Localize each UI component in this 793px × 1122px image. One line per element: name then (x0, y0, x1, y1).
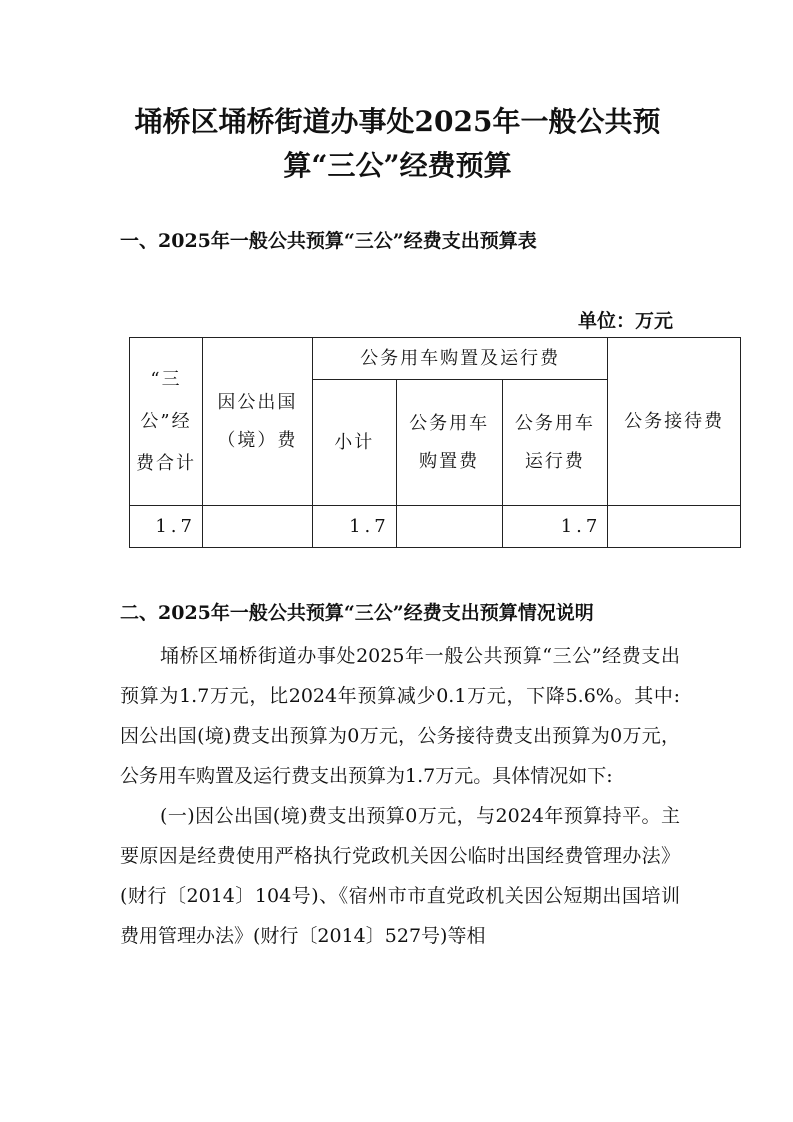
header-total: “三公”经费合计 (130, 338, 203, 506)
cell-abroad (202, 506, 312, 548)
header-vehicle-purchase: 公务用车购置费 (396, 380, 502, 506)
section-1-heading: 一、2025年一般公共预算“三公”经费支出预算表 (120, 230, 537, 252)
cell-reception (608, 506, 741, 548)
cell-total: 1.7 (130, 506, 203, 548)
section-2-heading: 二、2025年一般公共预算“三公”经费支出预算情况说明 (120, 602, 594, 624)
header-reception: 公务接待费 (608, 338, 741, 506)
paragraph-1: 埇桥区埇桥街道办事处2025年一般公共预算“三公”经费支出预算为1.7万元，比2024年预算减少0.1万元，下降5.6%。其中:因公出国(境)费支出预算为0万元，公务接待费支出预算为0万元，公务用车购置及运行费支出预算为1.7万元。具体情况如下: (120, 645, 680, 787)
title-line-1: 埇桥区埇桥街道办事处2025年一般公共预 (134, 105, 661, 138)
cell-purchase (396, 506, 502, 548)
header-subtotal: 小计 (312, 380, 396, 506)
document-title (100, 100, 695, 188)
unit-label: 单位：万元 (577, 310, 673, 332)
header-vehicle-group: 公务用车购置及运行费 (312, 338, 607, 380)
header-abroad: 因公出国（境）费 (202, 338, 312, 506)
explanation-body (120, 636, 680, 956)
cell-operation: 1.7 (502, 506, 608, 548)
title-line-2: 算“三公”经费预算 (283, 149, 512, 182)
cell-subtotal: 1.7 (312, 506, 396, 548)
header-vehicle-operation: 公务用车运行费 (502, 380, 608, 506)
paragraph-2: (一)因公出国(境)费支出预算0万元，与2024年预算持平。主要原因是经费使用严格执行党政机关因公临时出国经费管理办法》(财行〔2014〕104号)、《宿州市市直党政机关因公短期出国培训费用管理办法》(财行〔2014〕527号)等相 (120, 805, 680, 947)
budget-table (129, 337, 741, 548)
